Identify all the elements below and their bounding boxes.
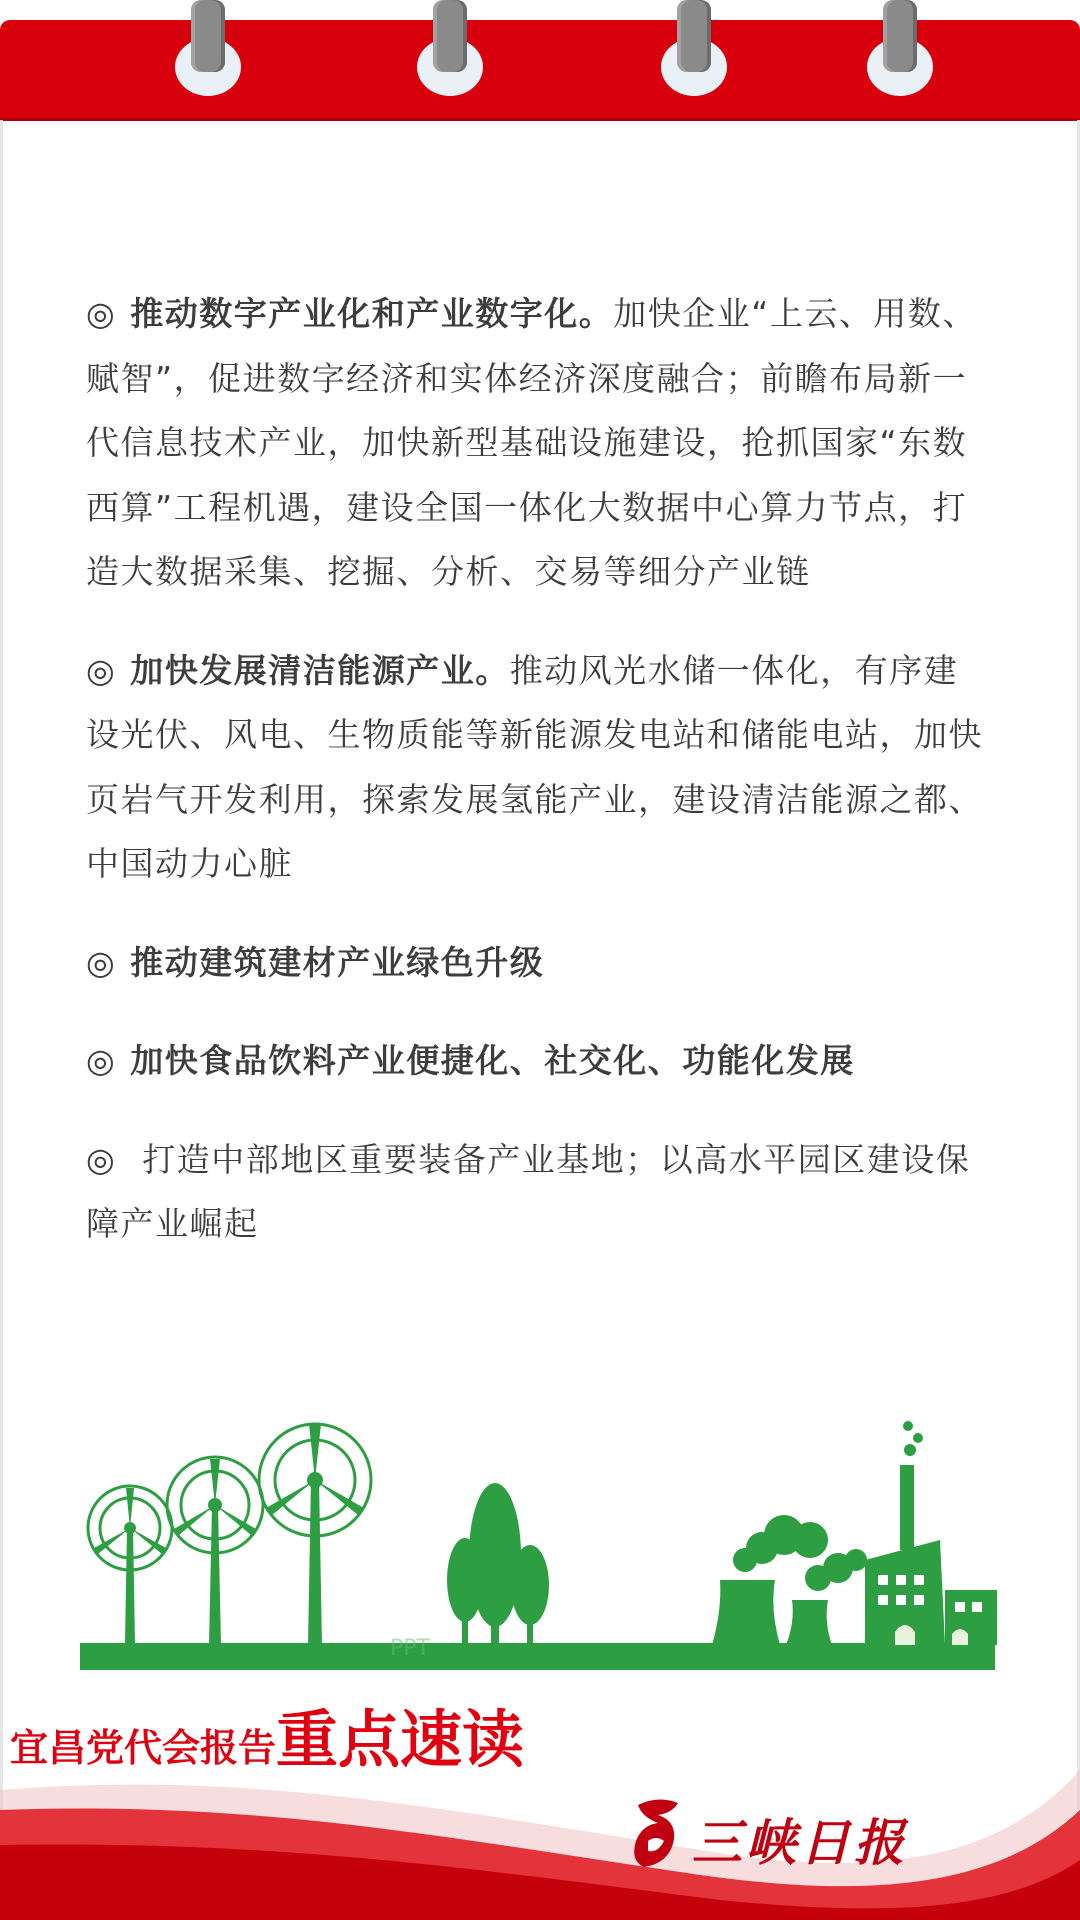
bullet-icon: ◎ bbox=[86, 1041, 117, 1080]
item-text: 打造中部地区重要装备产业基地；以高水平园区建设保障产业崛起 bbox=[86, 1139, 971, 1243]
title-big: 重点速读 bbox=[276, 1703, 525, 1776]
smoke-icon bbox=[733, 1515, 867, 1591]
item-heading: 推动建筑建材产业绿色升级 bbox=[130, 942, 545, 982]
bullet-icon: ◎ bbox=[86, 294, 117, 333]
green-industry-illustration bbox=[0, 1390, 1080, 1690]
newspaper-logo bbox=[628, 1795, 908, 1875]
item-text: 推动风光水储一体化，有序建设光伏、风电、生物质能等新能源发电站和储能电站，加快页岩气开发利用，探索发展氢能产业，建设清洁能源之都、中国动力心脏 bbox=[86, 650, 983, 883]
item-text: 加快企业“上云、用数、赋智”，促进数字经济和实体经济深度融合；前瞻布局新一代信息技术产业，加快新型基础设施建设，抢抓国家“东数西算”工程机遇，建设全国一体化大数据中心算力节点，打造大数据采集、挖掘、分析、交易等细分产业链 bbox=[86, 294, 977, 591]
list-item bbox=[86, 1128, 986, 1257]
bullet-icon: ◎ bbox=[86, 942, 117, 982]
factory-icon bbox=[865, 1421, 997, 1645]
bullet-icon: ◎ bbox=[86, 1139, 117, 1179]
binder-ring-icon bbox=[867, 0, 933, 100]
wind-turbine-icon bbox=[167, 1457, 263, 1645]
logo-text: 三峡日报 bbox=[692, 1813, 908, 1872]
report-content bbox=[86, 282, 986, 1291]
list-item bbox=[86, 639, 986, 897]
item-heading: 加快食品饮料产业便捷化、社交化、功能化发展 bbox=[130, 1041, 855, 1080]
wind-turbine-icon bbox=[88, 1486, 172, 1643]
list-item bbox=[86, 1029, 986, 1094]
list-item bbox=[86, 282, 986, 605]
binder-ring-icon bbox=[661, 0, 727, 100]
ground-strip bbox=[80, 1643, 995, 1670]
item-heading: 加快发展清洁能源产业。 bbox=[130, 650, 510, 690]
calendar-header-edge bbox=[0, 118, 1080, 121]
title-small: 宜昌党代会报告 bbox=[10, 1726, 277, 1770]
tree-icon bbox=[447, 1483, 549, 1645]
watermark: PPT bbox=[390, 1636, 430, 1661]
sanxia-daily-logo-icon bbox=[628, 1795, 688, 1871]
wind-turbine-icon bbox=[259, 1424, 371, 1645]
bullet-icon: ◎ bbox=[86, 650, 117, 690]
item-heading: 推动数字产业化和产业数字化。 bbox=[130, 294, 614, 333]
list-item bbox=[86, 931, 986, 996]
binder-ring-icon bbox=[417, 0, 483, 100]
red-wave-footer bbox=[0, 1750, 1080, 1920]
binder-ring-icon bbox=[175, 0, 241, 100]
